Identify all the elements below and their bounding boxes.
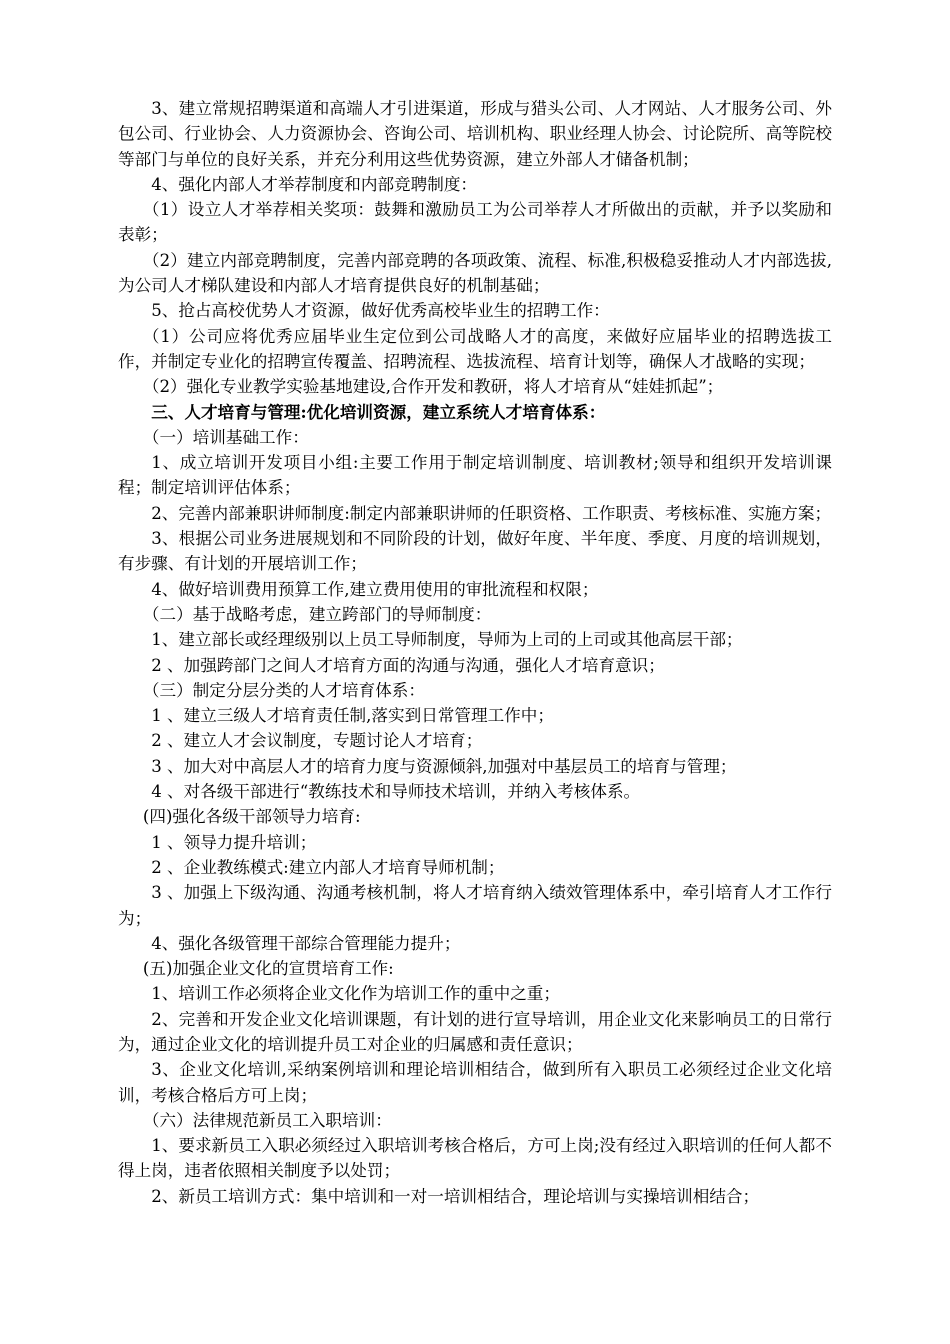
paragraph-teaching-base: （2）强化专业教学实验基地建设,合作开发和教研，将人才培育从“娃娃抓起”； — [142, 377, 724, 397]
paragraph-culture-item-2: 2、完善和开发企业文化培训课题，有计划的进行宣导培训，用企业文化来影响员工的日常行为，通过企业文化的培训提升员工对企业的归属感和责任意识； — [118, 1009, 832, 1054]
paragraph-culture-item-1: 1、培训工作必须将企业文化作为培训工作的重中之重； — [151, 984, 560, 1004]
paragraph-recruitment-channels: 3、建立常规招聘渠道和高端人才引进渠道，形成与猎头公司、人才网站、人才服务公司、外包公司、行业协会、人力资源协会、咨询公司、培训机构、职业经理人协会、讨论院所、高等院校等部门与单位的良好关系，并充分利用这些优势资源，建立外部人才储备机制； — [118, 99, 832, 169]
paragraph-onboarding-item-1: 1、要求新员工入职必须经过入职培训考核合格后，方可上岗;没有经过入职培训的任何人都不得上岗，违者依照相关制度予以处罚； — [118, 1136, 832, 1181]
subheading-mentor-system: （二）基于战略考虑，建立跨部门的导师制度： — [142, 604, 492, 624]
paragraph-internal-competition: （2）建立内部竞聘制度，完善内部竞聘的各项政策、流程、标准,积极稳妥推动人才内部选拔,为公司人才梯队建设和内部人才培育提供良好的机制基础； — [118, 250, 832, 296]
paragraph-training-budget: 4、做好培训费用预算工作,建立费用使用的审批流程和权限； — [151, 579, 599, 599]
paragraph-internal-referral-heading: 4、强化内部人才举荐制度和内部竞聘制度： — [151, 174, 478, 194]
paragraph-leadership-item-4: 4、强化各级管理干部综合管理能力提升； — [151, 933, 461, 953]
section-heading-talent-cultivation: 三、人才培育与管理:优化培训资源，建立系统人才培育体系： — [151, 401, 606, 422]
paragraph-leadership-item-1: 1 、领导力提升培训； — [151, 832, 317, 852]
paragraph-onboarding-item-2: 2、新员工培训方式：集中培训和一对一培训相结合，理论培训与实操培训相结合； — [151, 1186, 760, 1206]
subheading-onboarding-training: （六）法律规范新员工入职培训： — [142, 1110, 392, 1130]
paragraph-leadership-item-2: 2 、企业教练模式:建立内部人才培育导师机制； — [151, 857, 505, 877]
paragraph-layered-item-1: 1 、建立三级人才培育责任制,落实到日常管理工作中； — [151, 706, 554, 726]
paragraph-culture-item-3: 3、企业文化培训,采纳案例培训和理论培训相结合，做到所有入职员工必须经过企业文化培训，考核合格后方可上岗； — [118, 1060, 832, 1105]
paragraph-layered-item-2: 2 、建立人才会议制度，专题讨论人才培育； — [151, 731, 483, 751]
subheading-layered-system: （三）制定分层分类的人才培育体系： — [142, 680, 425, 700]
paragraph-training-project-team: 1、成立培训开发项目小组:主要工作用于制定培训制度、培训教材;领导和组织开发培训课程；制定培训评估体系； — [118, 453, 832, 498]
subheading-training-basics: （一）培训基础工作： — [142, 427, 309, 447]
paragraph-leadership-item-3: 3 、加强上下级沟通、沟通考核机制，将人才培育纳入绩效管理体系中，牵引培育人才工作行为； — [118, 883, 832, 928]
paragraph-mentor-item-1: 1、建立部长或经理级别以上员工导师制度，导师为上司的上司或其他高层干部； — [151, 630, 743, 650]
paragraph-training-planning: 3、根据公司业务进展规划和不同阶段的计划，做好年度、半年度、季度、月度的培训规划，有步骤、有计划的开展培训工作； — [118, 529, 832, 574]
subheading-leadership: (四)强化各级干部领导力培育: — [142, 807, 361, 827]
subheading-corporate-culture: (五)加强企业文化的宣贯培育工作: — [142, 959, 394, 979]
paragraph-layered-item-4: 4 、对各级干部进行“教练技术和导师技术培训，并纳入考核体系。 — [151, 782, 641, 802]
paragraph-internal-trainers: 2、完善内部兼职讲师制度:制定内部兼职讲师的任职资格、工作职责、考核标准、实施方案； — [151, 503, 832, 523]
paragraph-referral-awards: （1）设立人才举荐相关奖项：鼓舞和激励员工为公司举荐人才所做出的贡献，并予以奖励和表彰； — [118, 200, 832, 245]
paragraph-graduate-positioning: （1）公司应将优秀应届毕业生定位到公司战略人才的高度，来做好应届毕业的招聘选拔工作，并制定专业化的招聘宣传覆盖、招聘流程、选拔流程、培育计划等，确保人才战略的实现； — [118, 326, 832, 371]
paragraph-layered-item-3: 3 、加大对中高层人才的培育力度与资源倾斜,加强对中基层员工的培育与管理； — [151, 756, 737, 776]
paragraph-campus-talent-heading: 5、抢占高校优势人才资源，做好优秀高校毕业生的招聘工作： — [151, 301, 610, 321]
paragraph-mentor-item-2: 2 、加强跨部门之间人才培育方面的沟通与沟通，强化人才培育意识； — [151, 655, 665, 675]
